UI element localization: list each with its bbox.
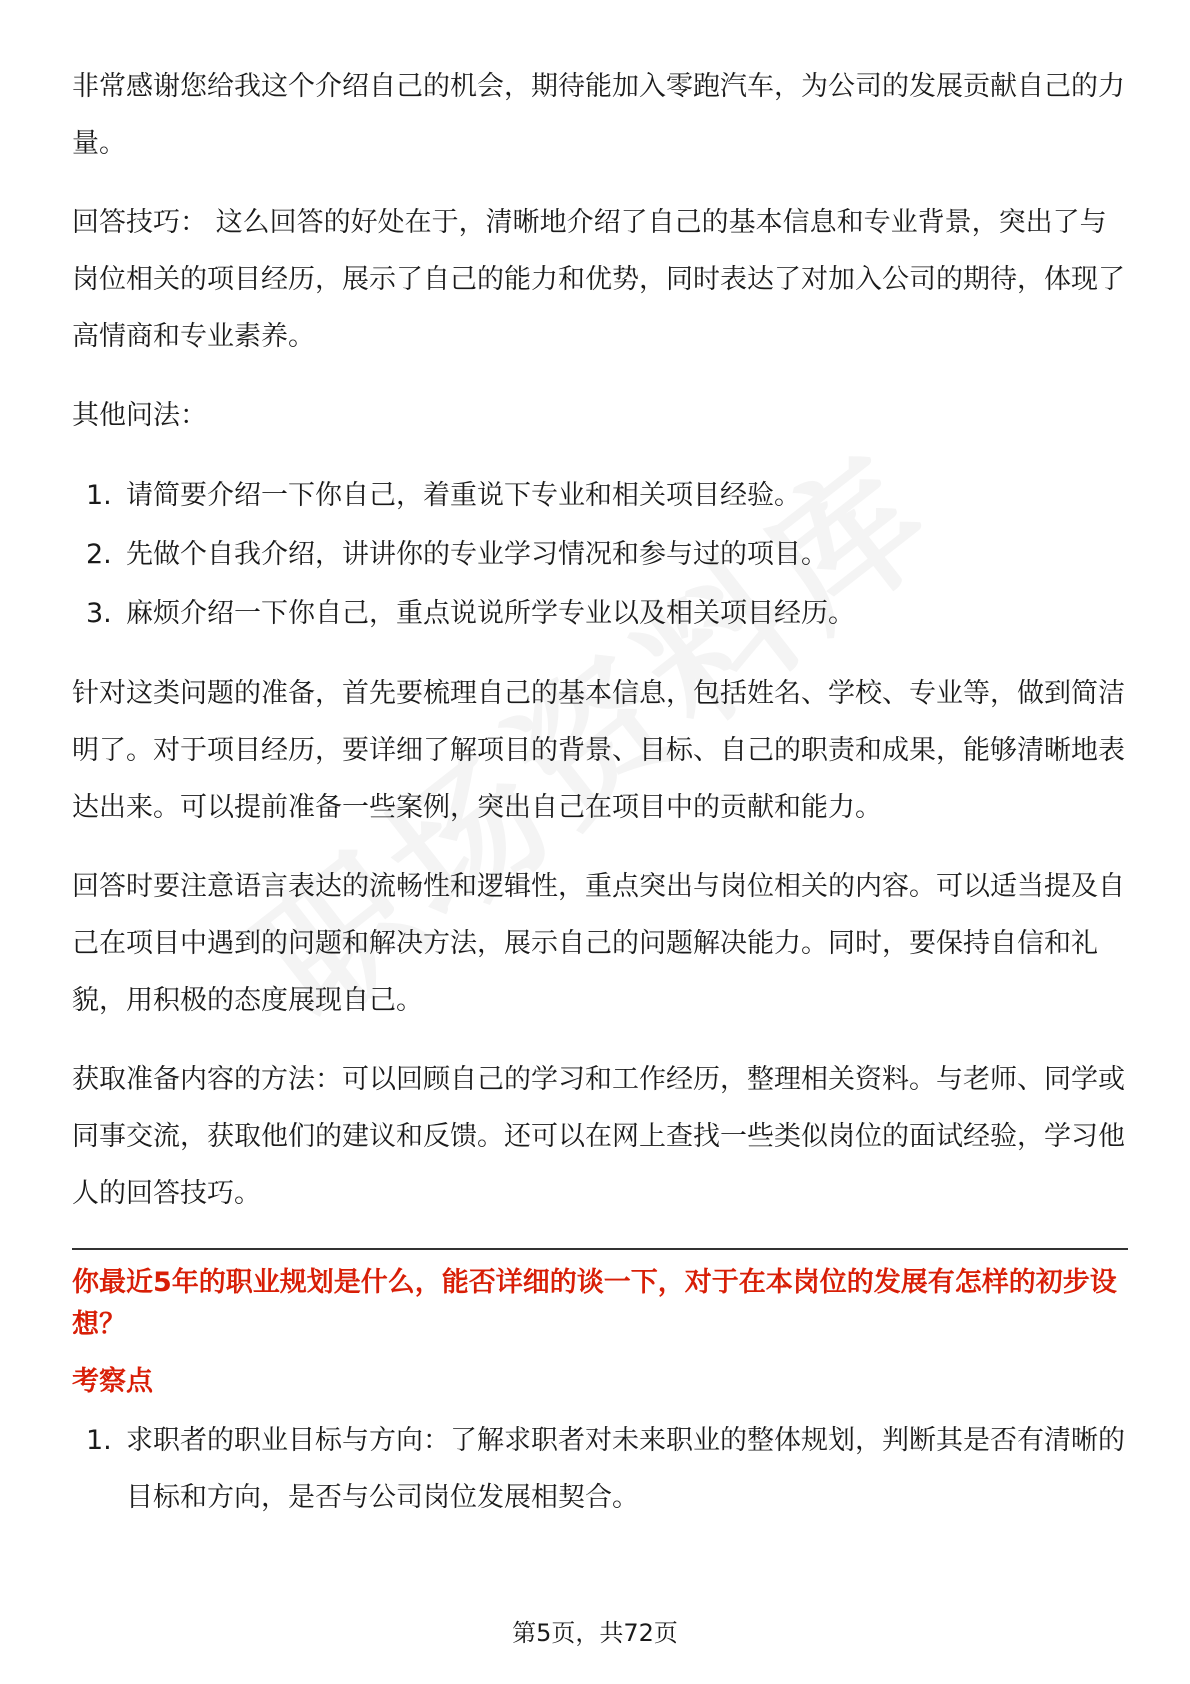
paragraph-prep-methods: 获取准备内容的方法：可以回顾自己的学习和工作经历，整理相关资料。与老师、同学或同事交流，获取他们的建议和反馈。还可以在网上查找一些类似岗位的面试经验，学习他人的回答技巧。 [72, 1064, 1125, 1209]
page-footer: 第5页，共72页 [512, 1619, 678, 1647]
list-item-number: 3. [86, 598, 112, 629]
focus-points-list [72, 1412, 1128, 1526]
list-item-text: 请简要介绍一下你自己，着重说下专业和相关项目经验。 [126, 480, 801, 511]
paragraph-answer-notes: 回答时要注意语言表达的流畅性和逻辑性，重点突出与岗位相关的内容。可以适当提及自己在项目中遇到的问题和解决方法，展示自己的问题解决能力。同时，要保持自信和礼貌，用积极的态度展现自己。 [72, 871, 1125, 1016]
paragraph-closing: 非常感谢您给我这个介绍自己的机会，期待能加入零跑汽车，为公司的发展贡献自己的力量。 [72, 71, 1125, 159]
list-item-text: 麻烦介绍一下你自己，重点说说所学专业以及相关项目经历。 [126, 598, 855, 629]
list-item [72, 525, 1128, 584]
paragraph-preparation: 针对这类问题的准备，首先要梳理自己的基本信息，包括姓名、学校、专业等，做到简洁明了。对于项目经历，要详细了解项目的背景、目标、自己的职责和成果，能够清晰地表达出来。可以提前准备一些案例，突出自己在项目中的贡献和能力。 [72, 678, 1125, 823]
paragraph-other-questions-heading: 其他问法： [72, 400, 207, 431]
list-item-text: 求职者的职业目标与方向：了解求职者对未来职业的整体规划，判断其是否有清晰的目标和方向，是否与公司岗位发展相契合。 [126, 1425, 1125, 1513]
list-item [72, 1412, 1128, 1526]
question-title: 你最近5年的职业规划是什么，能否详细的谈一下，对于在本岗位的发展有怎样的初步设想？ [72, 1267, 1117, 1340]
list-item-number: 1. [86, 480, 112, 511]
paragraph-answer-tips: 回答技巧： 这么回答的好处在于，清晰地介绍了自己的基本信息和专业背景，突出了与岗位相关的项目经历，展示了自己的能力和优势，同时表达了对加入公司的期待，体现了高情商和专业素养。 [72, 207, 1125, 352]
list-item [72, 584, 1128, 643]
list-item-text: 先做个自我介绍，讲讲你的专业学习情况和参与过的项目。 [126, 539, 828, 570]
section-divider [72, 1248, 1128, 1250]
list-item-number: 2. [86, 539, 112, 570]
list-item [72, 466, 1128, 525]
document-body [72, 58, 1128, 1526]
section-title-focus-points: 考察点 [72, 1366, 153, 1397]
other-questions-list [72, 466, 1128, 643]
list-item-number: 1. [86, 1425, 112, 1456]
